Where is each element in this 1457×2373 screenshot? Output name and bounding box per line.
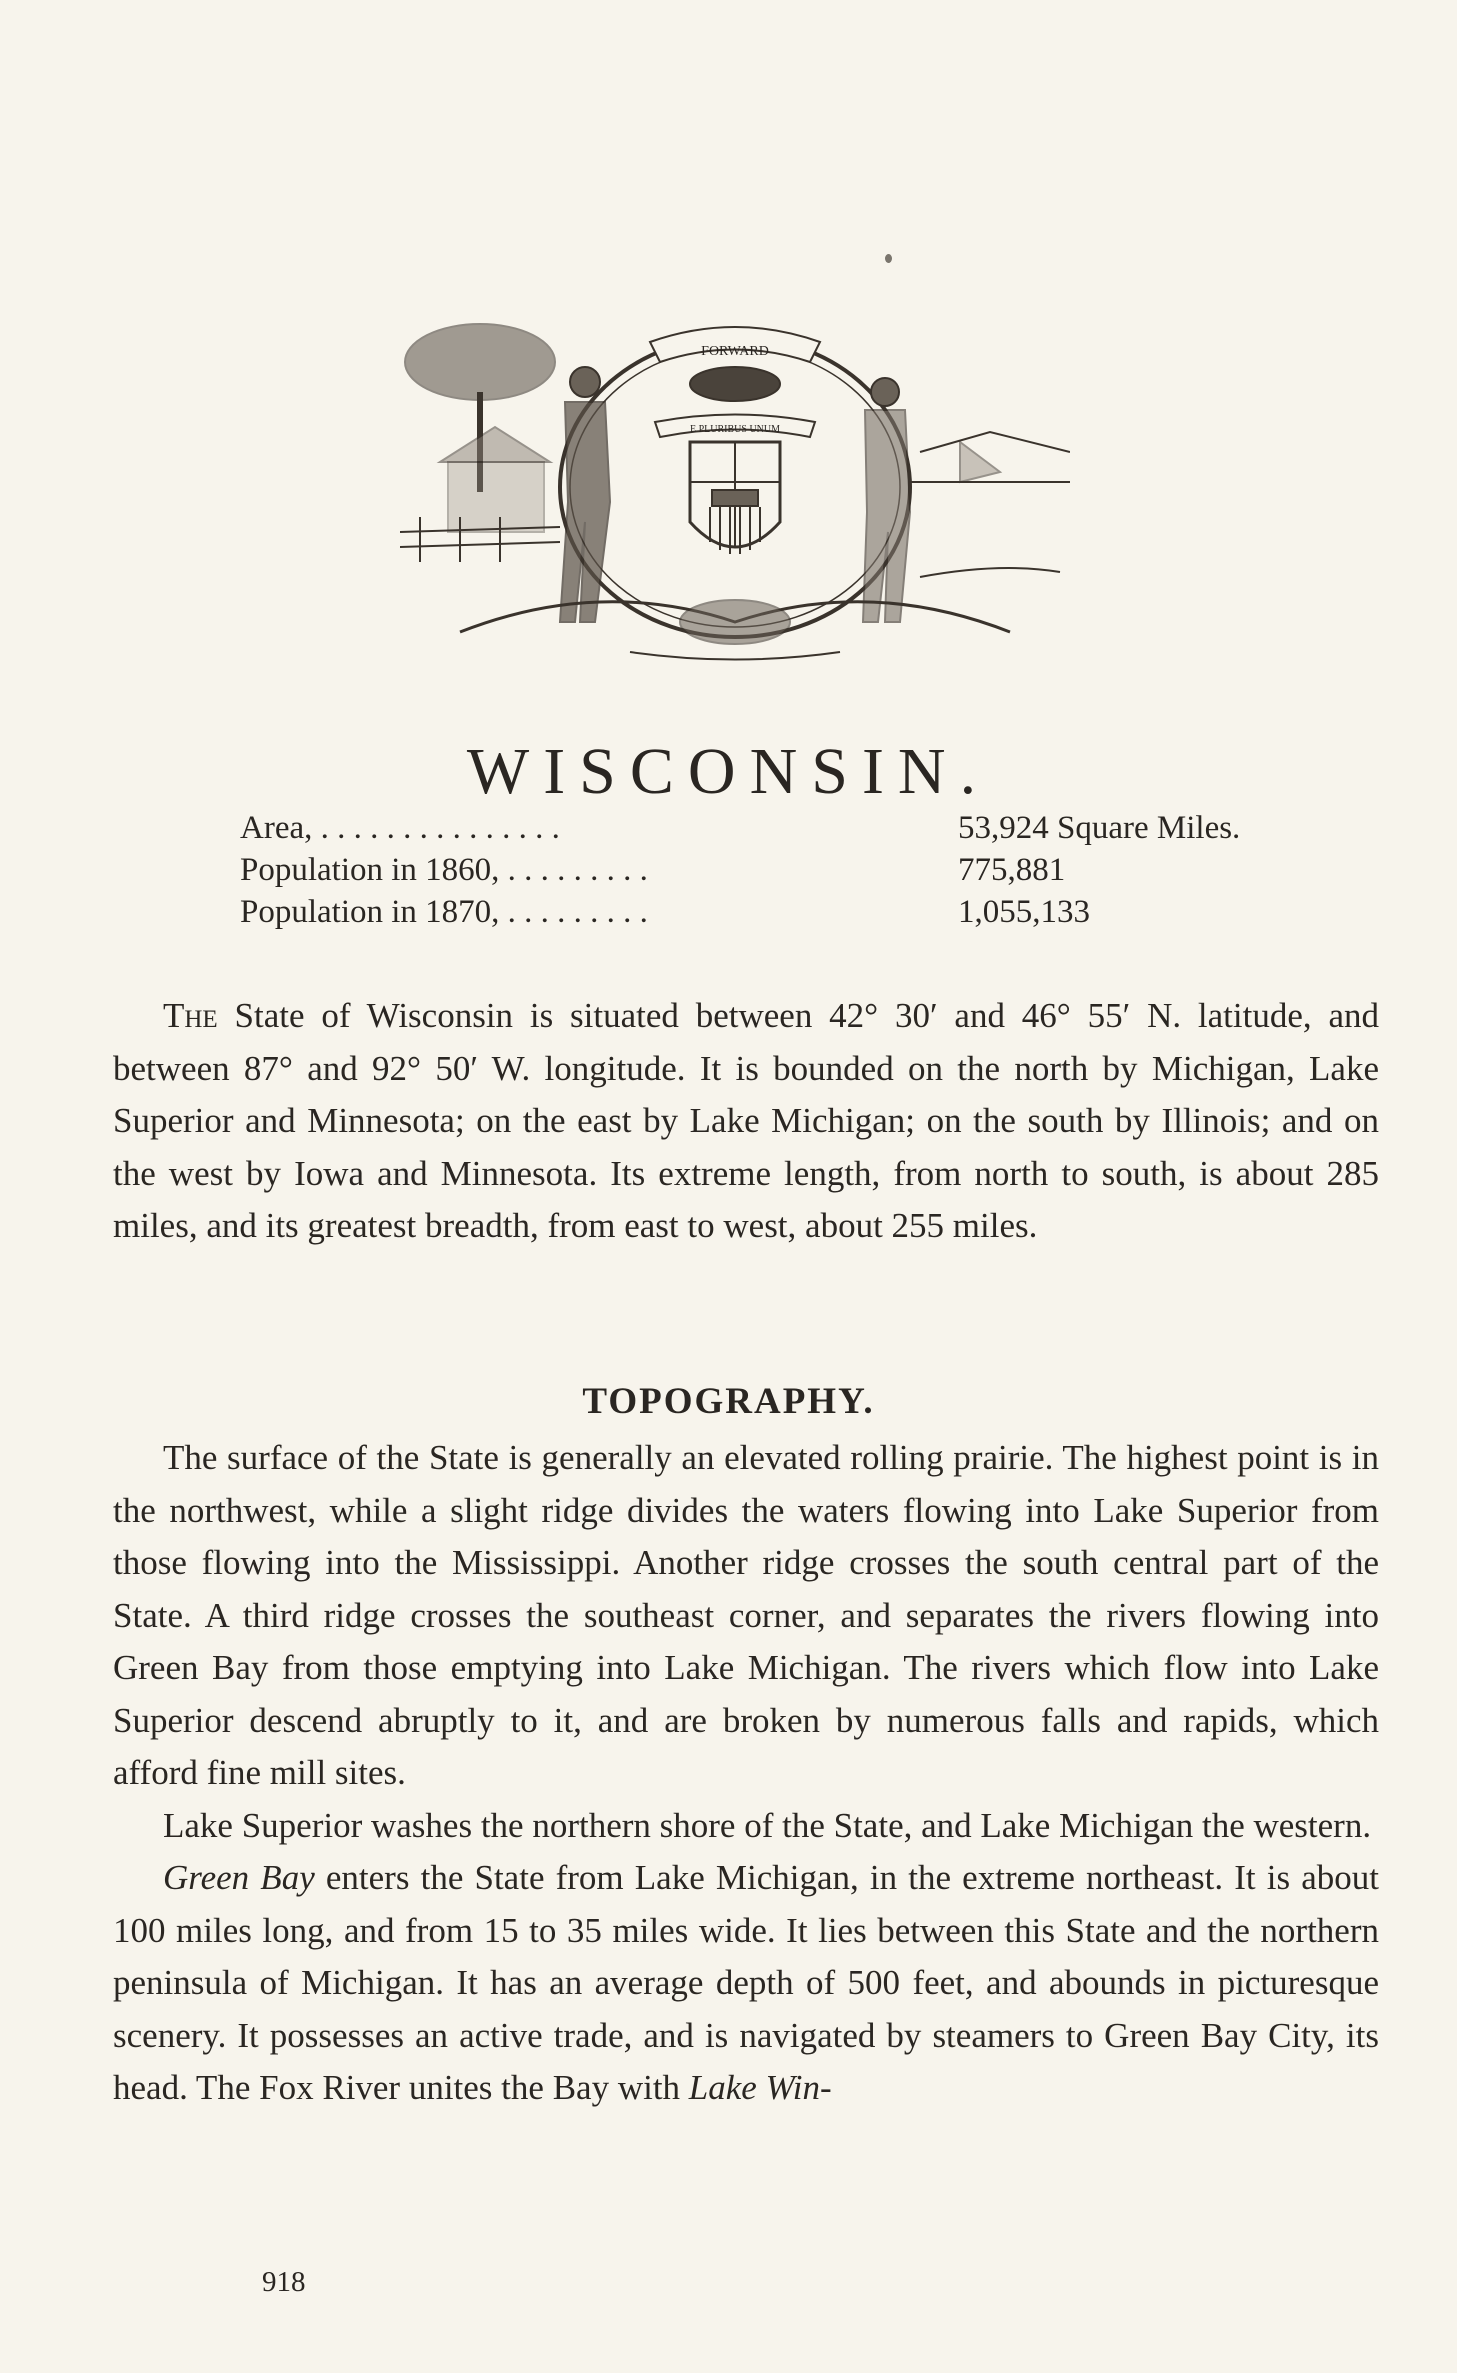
- section-heading-topography: TOPOGRAPHY.: [582, 1380, 875, 1422]
- intro-text: State of Wisconsin is situated between 42° 30′ and 46° 55′ N. latitude, and between 87° and 92° 50′ W. longitude. It is bounded on the north by Michigan, Lake Superior and Minnesota; on the east by Lake Michigan; on the south by Illinois; and on the west by Iowa and Minnesota. Its extreme length, from north to south, is about 285 miles, and its greatest breadth, from east to west, about 255 miles.: [113, 996, 1379, 1245]
- intro-lead-word: The: [163, 996, 218, 1035]
- intro-paragraph: [113, 990, 1379, 1253]
- intro-section: [113, 990, 1379, 1253]
- stat-label: Area, . . . . . . . . . . . . . . .: [240, 810, 560, 846]
- stat-value: 775,881: [958, 852, 1066, 888]
- page-title: WISCONSIN.: [466, 735, 991, 809]
- stat-value: 1,055,133: [958, 894, 1090, 930]
- seal-motto: FORWARD: [701, 344, 769, 359]
- lake-winnebago-term: Lake Win-: [688, 2068, 832, 2107]
- stat-label: Population in 1870, . . . . . . . . .: [240, 894, 648, 930]
- ink-dot: [885, 254, 892, 263]
- stat-row-population-1870: [240, 892, 1330, 934]
- page-number: 918: [262, 2266, 306, 2298]
- stat-value: 53,924 Square Miles.: [958, 810, 1241, 846]
- wisconsin-state-seal: [400, 322, 1070, 662]
- topography-section: [113, 1432, 1379, 2115]
- stat-row-population-1860: [240, 850, 1330, 892]
- topography-paragraph-2: Lake Superior washes the northern shore of the State, and Lake Michigan the western.: [163, 1805, 1372, 1845]
- topography-paragraph-3: [113, 1852, 1379, 2115]
- state-statistics: [240, 808, 1330, 934]
- topography-paragraph-1: The surface of the State is generally an elevated rolling prairie. The highest point is in the northwest, while a slight ridge divides the waters flowing into Lake Superior from those flowing into the Mississippi. Another ridge crosses the south central part of the State. A third ridge crosses the southeast corner, and separates the rivers flowing into Green Bay from those emptying into Lake Michigan. The rivers which flow into Lake Superior descend abruptly to it, and are broken by numerous falls and rapids, which afford fine mill sites.: [113, 1438, 1379, 1792]
- topography-paragraph-3-text: enters the State from Lake Michigan, in the extreme northeast. It is about 100 miles long, and from 15 to 35 miles wide. It lies between this State and the northern peninsula of Michigan. It has an average depth of 500 feet, and abounds in picturesque scenery. It possesses an active trade, and is navigated by steamers to Green Bay City, its head. The Fox River unites the Bay with: [113, 1858, 1379, 2107]
- stat-row-area: [240, 808, 1330, 850]
- seal-banner: E PLURIBUS UNUM: [689, 424, 781, 435]
- stat-label: Population in 1860, . . . . . . . . .: [240, 852, 648, 888]
- green-bay-term: Green Bay: [163, 1858, 315, 1897]
